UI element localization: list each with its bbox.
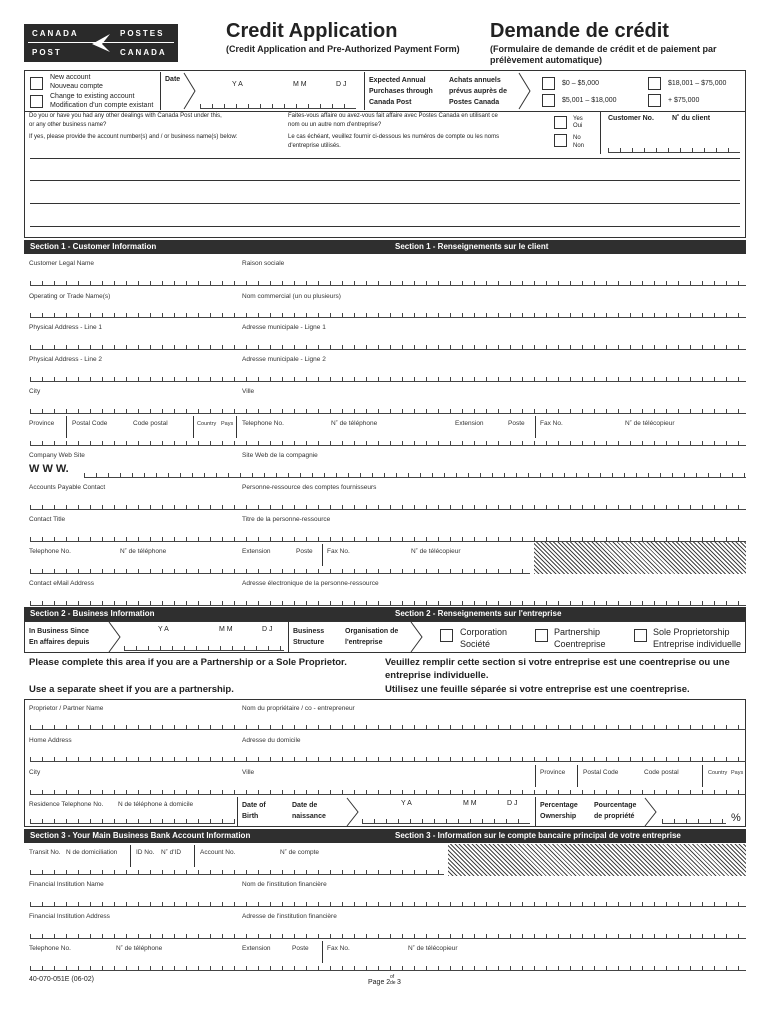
- percentage-label-2: Ownership: [540, 813, 577, 820]
- fi-poste-label: Poste: [292, 945, 309, 952]
- sole-proprietorship-label: Sole Proprietorship: [653, 627, 730, 637]
- province-label: Province: [29, 420, 55, 427]
- date-label: Date: [165, 76, 181, 83]
- canada-post-logo: [24, 24, 178, 62]
- dob-input[interactable]: [362, 815, 530, 824]
- fi-extension-label: Extension: [242, 945, 271, 952]
- structure-label-2: Structure: [293, 639, 325, 646]
- expected-label-1: Expected Annual: [369, 77, 426, 84]
- no-checkbox[interactable]: [554, 134, 567, 147]
- home-address-input[interactable]: [30, 753, 746, 762]
- adresse-email-label: Adresse électronique de la personne-ressource: [242, 580, 379, 587]
- since-ya: Y A: [158, 626, 169, 633]
- section2-title-fr: Section 2 - Renseignements sur l'entreprise: [395, 609, 562, 618]
- address2-input[interactable]: [30, 373, 746, 382]
- www-prefix: W W W.: [29, 463, 69, 475]
- contact-fax-label: Fax No.: [327, 548, 350, 555]
- fax-label: Fax No.: [540, 420, 563, 427]
- pourcentage-label-1: Pourcentage: [594, 802, 637, 809]
- proprietor-province-label: Province: [540, 769, 566, 776]
- note-en-2: Use a separate sheet if you are a partnership.: [29, 684, 234, 695]
- personne-ressource-label: Personne-ressource des comptes fournisseurs: [242, 484, 377, 491]
- fi-name-input[interactable]: [30, 898, 746, 907]
- question-en-1: Do you or have you had any other dealings with Canada Post under this,: [29, 113, 222, 119]
- coentreprise-label: Coentreprise: [554, 639, 606, 649]
- chevron-right-icon: [644, 797, 658, 827]
- telephone-label: Telephone No.: [242, 420, 284, 427]
- customer-no-input[interactable]: [608, 144, 740, 153]
- contact-no-telephone-label: N˚ de téléphone: [120, 548, 167, 555]
- chevron-right-icon: [108, 621, 122, 653]
- adresse1-label: Adresse municipale - Ligne 1: [242, 324, 326, 331]
- web-site-input[interactable]: [84, 469, 746, 478]
- entreprise-individuelle-label: Entreprise individuelle: [653, 639, 742, 649]
- range-0-5000-label: $0 – $5,000: [562, 80, 599, 87]
- change-account-label-fr: Modification d'un compte existant: [50, 102, 154, 109]
- sole-proprietorship-checkbox[interactable]: [634, 629, 647, 642]
- page-of: of: [390, 974, 395, 980]
- range-18001-75000-label: $18,001 – $75,000: [668, 80, 727, 87]
- nom-proprietaire-label: Nom du propriétaire / co - entrepreneur: [242, 705, 355, 712]
- note-en-1: Please complete this area if you are a Partnership or a Sole Proprietor.: [29, 657, 347, 668]
- dob-ya: Y A: [401, 800, 412, 807]
- prior-dealings-line-2[interactable]: [30, 180, 740, 181]
- proprietor-country-label: Country: [708, 770, 728, 776]
- yes-label: Yes: [573, 116, 583, 122]
- section3-title-fr: Section 3 - Information sur le compte bancaire principal de votre entreprise: [395, 831, 681, 840]
- contact-title-label: Contact Title: [29, 516, 66, 523]
- contact-telephone-label: Telephone No.: [29, 548, 71, 555]
- site-web-label: Site Web de la compagnie: [242, 452, 318, 459]
- raison-sociale-label: Raison sociale: [242, 260, 285, 267]
- no-id-label: N˚ d'ID: [161, 849, 182, 856]
- new-account-checkbox[interactable]: [30, 77, 43, 90]
- proprietor-code-postal-label: Code postal: [644, 769, 679, 776]
- residence-tel-label: Residence Telephone No.: [29, 801, 104, 808]
- prior-dealings-line-1[interactable]: [30, 158, 740, 159]
- titre-label: Titre de la personne-ressource: [242, 516, 331, 523]
- range-0-5000-checkbox[interactable]: [542, 77, 555, 90]
- fi-name-label: Financial Institution Name: [29, 881, 104, 888]
- ddn-label-2: naissance: [292, 813, 326, 820]
- fi-telephone-label: Telephone No.: [29, 945, 71, 952]
- poste-label: Poste: [508, 420, 525, 427]
- organisation-label-2: l'entreprise: [345, 639, 383, 646]
- code-postal-label: Code postal: [133, 420, 168, 427]
- dob-label-2: Birth: [242, 813, 259, 820]
- legal-name-input[interactable]: [30, 277, 746, 286]
- date-input[interactable]: [200, 100, 356, 109]
- fi-fax-label: Fax No.: [327, 945, 350, 952]
- question-fr-3: Le cas échéant, veuillez fournir ci-dessous les numéros de compte ou les noms: [288, 134, 500, 140]
- proprietor-input[interactable]: [30, 721, 746, 730]
- postal-code-label: Postal Code: [72, 420, 108, 427]
- corporation-label: Corporation: [460, 627, 508, 637]
- societe-label: Société: [460, 639, 491, 649]
- operating-name-label: Operating or Trade Name(s): [29, 293, 111, 300]
- percent-sign: %: [731, 812, 741, 824]
- since-dj: D J: [262, 626, 273, 633]
- adresse2-label: Adresse municipale - Ligne 2: [242, 356, 326, 363]
- proprietor-postal-label: Postal Code: [583, 769, 619, 776]
- yes-checkbox[interactable]: [554, 116, 567, 129]
- fi-address-label: Financial Institution Address: [29, 913, 110, 920]
- country-label: Country: [197, 421, 217, 427]
- range-75000-plus-label: + $75,000: [668, 97, 700, 104]
- section1-title-fr: Section 1 - Renseignements sur le client: [395, 242, 549, 251]
- achats-label-1: Achats annuels: [449, 77, 501, 84]
- contact-no-fax-label: N˚ de télécopieur: [411, 548, 461, 555]
- proprietor-label: Proprietor / Partner Name: [29, 705, 104, 712]
- subtitle-fr-2: prélèvement automatique): [490, 55, 603, 65]
- pourcentage-label-2: de propriété: [594, 813, 635, 820]
- non-label: Non: [573, 143, 585, 149]
- no-label: No: [573, 135, 581, 141]
- note-fr-3: Utilisez une feuille séparée si votre entreprise est une coentreprise.: [385, 684, 690, 695]
- range-75000-plus-checkbox[interactable]: [648, 94, 661, 107]
- nom-institution-label: Nom de l'institution financière: [242, 881, 327, 888]
- range-18001-75000-checkbox[interactable]: [648, 77, 661, 90]
- address1-input[interactable]: [30, 341, 746, 350]
- proprietor-city-input[interactable]: [30, 786, 746, 795]
- question-en-3: If yes, please provide the account number(s) and / or business name(s) below:: [29, 134, 238, 140]
- chevron-right-icon: [410, 621, 424, 653]
- no-compte-label: N˚ de compte: [280, 849, 320, 856]
- subtitle-en: (Credit Application and Pre-Authorized Payment Form): [226, 44, 460, 54]
- corporation-checkbox[interactable]: [440, 629, 453, 642]
- province-phone-fax-input[interactable]: [30, 437, 746, 446]
- hatched-area: [534, 542, 746, 574]
- form-number: 40-070-051E (06-02): [29, 976, 94, 983]
- account-no-label: Account No.: [200, 849, 236, 856]
- city-label: City: [29, 388, 41, 395]
- partnership-label: Partnership: [554, 627, 601, 637]
- logo-text-canada: CANADA: [32, 29, 79, 38]
- expected-label-3: Canada Post: [369, 99, 412, 106]
- bank-account-input[interactable]: [30, 866, 444, 875]
- chevron-right-icon: [183, 72, 197, 110]
- ddn-label-1: Date de: [292, 802, 318, 809]
- title-fr: Demande de crédit: [490, 20, 669, 42]
- transit-label: Transit No.: [29, 849, 61, 856]
- pays-label: Pays: [221, 421, 234, 427]
- logo-text-post: POST: [32, 48, 62, 57]
- web-site-label: Company Web Site: [29, 452, 85, 459]
- expected-label-2: Purchases through: [369, 88, 433, 95]
- since-label-fr: En affaires depuis: [29, 639, 90, 646]
- logo-text-postes: POSTES: [120, 29, 165, 38]
- section3-title-en: Section 3 - Your Main Business Bank Account Information: [30, 831, 251, 840]
- dob-mm: M M: [463, 800, 477, 807]
- contact-phone-fax-input[interactable]: [30, 565, 530, 574]
- address1-label: Physical Address - Line 1: [29, 324, 102, 331]
- note-fr-1: Veuillez remplir cette section si votre entreprise est une coentreprise ou une: [385, 657, 730, 668]
- subtitle-fr-1: (Formulaire de demande de crédit et de paiement par: [490, 44, 717, 54]
- percentage-input[interactable]: [662, 815, 726, 824]
- operating-name-input[interactable]: [30, 309, 746, 318]
- extension-label: Extension: [455, 420, 484, 427]
- achats-label-3: Postes Canada: [449, 99, 500, 106]
- contact-extension-label: Extension: [242, 548, 271, 555]
- eagle-icon: [90, 30, 112, 56]
- question-fr-2: nom ou un autre nom d'entreprise?: [288, 122, 382, 128]
- new-account-label-fr: Nouveau compte: [50, 83, 103, 90]
- section2-title-en: Section 2 - Business Information: [30, 609, 155, 618]
- since-label-en: In Business Since: [29, 628, 89, 635]
- proprietor-ville-label: Ville: [242, 769, 255, 776]
- address2-label: Physical Address - Line 2: [29, 356, 102, 363]
- section3-bar: [24, 829, 746, 843]
- change-account-label-en: Change to existing account: [50, 93, 135, 100]
- page-total: 3: [397, 979, 401, 986]
- fi-no-telephone-label: N˚ de téléphone: [116, 945, 163, 952]
- city-input[interactable]: [30, 405, 746, 414]
- ap-contact-label: Accounts Payable Contact: [29, 484, 106, 491]
- new-account-label-en: New account: [50, 74, 91, 81]
- prior-dealings-line-4[interactable]: [30, 226, 740, 227]
- range-5001-18000-label: $5,001 – $18,000: [562, 97, 617, 104]
- question-en-2: or any other business name?: [29, 122, 107, 128]
- ap-contact-input[interactable]: [30, 501, 746, 510]
- prior-dealings-line-3[interactable]: [30, 203, 740, 204]
- hatched-area: [448, 844, 746, 876]
- percentage-label-1: Percentage: [540, 802, 578, 809]
- ville-label: Ville: [242, 388, 255, 395]
- page-prefix: Page 2: [368, 979, 391, 986]
- nom-commercial-label: Nom commercial (un ou plusieurs): [242, 293, 341, 300]
- email-label: Contact eMail Address: [29, 580, 95, 587]
- fi-no-fax-label: N˚ de télécopieur: [408, 945, 458, 952]
- contact-title-input[interactable]: [30, 533, 746, 542]
- date-ya: Y A: [232, 81, 243, 88]
- date-mm: M M: [293, 81, 307, 88]
- adresse-institution-label: Adresse de l'institution financière: [242, 913, 337, 920]
- customer-no-label: Customer No.: [608, 115, 654, 122]
- change-account-checkbox[interactable]: [30, 95, 43, 108]
- dob-label-1: Date of: [242, 802, 266, 809]
- since-date-input[interactable]: [124, 642, 284, 651]
- organisation-label-1: Organisation de: [345, 628, 399, 635]
- achats-label-2: prévus auprès de: [449, 88, 507, 95]
- fi-address-input[interactable]: [30, 930, 746, 939]
- domiciliation-label: N de domiciliation: [66, 849, 118, 856]
- proprietor-city-label: City: [29, 769, 41, 776]
- fi-phone-fax-input[interactable]: [30, 962, 746, 971]
- date-dj: D J: [336, 81, 347, 88]
- range-5001-18000-checkbox[interactable]: [542, 94, 555, 107]
- chevron-right-icon: [346, 797, 360, 827]
- note-fr-2: entreprise individuelle.: [385, 670, 489, 681]
- section1-title-en: Section 1 - Customer Information: [30, 242, 157, 251]
- proprietor-pays-label: Pays: [731, 770, 744, 776]
- no-fax-label: N˚ de télécopieur: [625, 420, 675, 427]
- question-fr-4: d'entreprise utilisés.: [288, 143, 341, 149]
- chevron-right-icon: [518, 72, 532, 110]
- residence-tel-input[interactable]: [30, 815, 235, 824]
- oui-label: Oui: [573, 123, 583, 129]
- email-input[interactable]: [30, 597, 746, 606]
- structure-label-1: Business: [293, 628, 325, 635]
- logo-text-canada-fr: CANADA: [120, 48, 167, 57]
- home-address-label: Home Address: [29, 737, 72, 744]
- contact-poste-label: Poste: [296, 548, 313, 555]
- page-de: de: [390, 980, 396, 986]
- adresse-domicile-label: Adresse du domicile: [242, 737, 301, 744]
- section2-bar: [24, 607, 746, 621]
- legal-name-label: Customer Legal Name: [29, 260, 95, 267]
- tel-domicile-label: N de téléphone à domicile: [118, 801, 194, 808]
- question-fr-1: Faites-vous affaire ou avez-vous fait affaire avec Postes Canada en utilisant ce: [288, 113, 498, 119]
- no-client-label: N˚ du client: [672, 115, 711, 122]
- title-en: Credit Application: [226, 20, 398, 42]
- section1-bar: [24, 240, 746, 254]
- since-mm: M M: [219, 626, 233, 633]
- dob-dj: D J: [507, 800, 518, 807]
- partnership-checkbox[interactable]: [535, 629, 548, 642]
- no-telephone-label: N˚ de téléphone: [331, 420, 378, 427]
- id-no-label: ID No.: [136, 849, 155, 856]
